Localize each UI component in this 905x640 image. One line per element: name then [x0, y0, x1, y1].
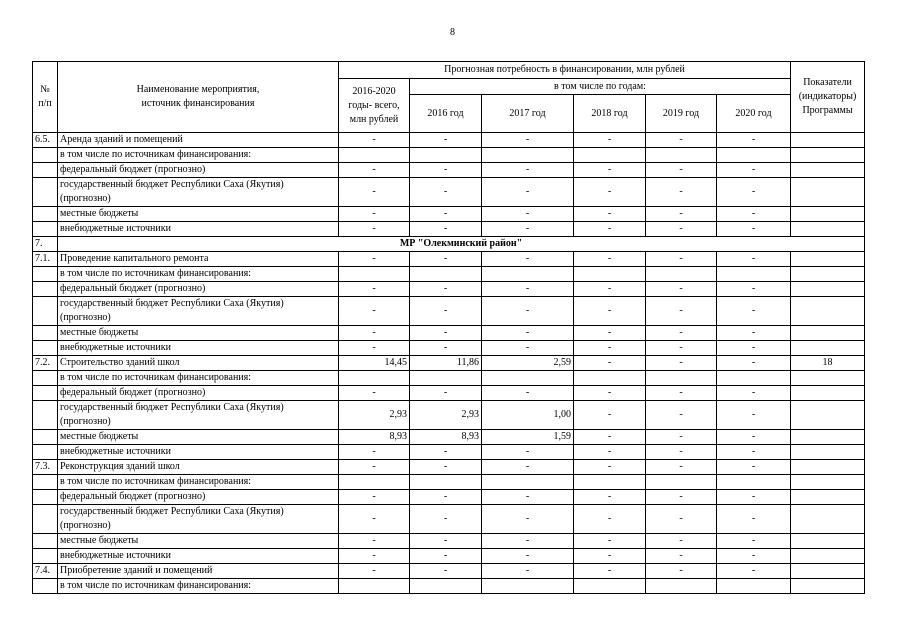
row-name: внебюджетные источники [58, 341, 339, 356]
value-year: - [646, 282, 717, 297]
table-row [33, 386, 865, 401]
value-year: - [717, 564, 791, 579]
row-number [33, 505, 58, 534]
row-name: Проведение капитального ремонта [58, 252, 339, 267]
indicator-value [791, 282, 865, 297]
header-year: 2018 год [574, 95, 646, 133]
value-year: - [646, 505, 717, 534]
row-name: в том числе по источникам финансирования: [58, 148, 339, 163]
value-year: - [574, 401, 646, 430]
value-year: - [482, 133, 574, 148]
value-total: - [339, 178, 410, 207]
value-year: - [574, 133, 646, 148]
value-year [482, 148, 574, 163]
value-total: 8,93 [339, 430, 410, 445]
table-row [33, 549, 865, 564]
value-year: - [482, 163, 574, 178]
value-year: - [482, 564, 574, 579]
indicator-value [791, 386, 865, 401]
value-year [717, 579, 791, 594]
value-year [410, 148, 482, 163]
indicator-value [791, 267, 865, 282]
row-name: местные бюджеты [58, 430, 339, 445]
indicator-value [791, 341, 865, 356]
row-number [33, 222, 58, 237]
table-row [33, 534, 865, 549]
table-row [33, 148, 865, 163]
row-number [33, 178, 58, 207]
value-total: - [339, 341, 410, 356]
value-total: - [339, 133, 410, 148]
value-year: - [410, 133, 482, 148]
page-number: 8 [450, 27, 455, 38]
row-name: государственный бюджет Республики Саха (Якутия) (прогнозно) [58, 401, 339, 430]
value-year: - [717, 401, 791, 430]
table-row [33, 356, 865, 371]
value-year: - [410, 386, 482, 401]
indicator-value [791, 430, 865, 445]
row-name: местные бюджеты [58, 207, 339, 222]
value-year [717, 475, 791, 490]
value-year [646, 475, 717, 490]
value-year: - [482, 460, 574, 475]
header-indicators: Показатели (индикаторы) Программы [791, 62, 865, 133]
value-total: - [339, 386, 410, 401]
value-year [482, 579, 574, 594]
value-year: - [410, 549, 482, 564]
value-total: 2,93 [339, 401, 410, 430]
table-row [33, 564, 865, 579]
value-year: - [410, 297, 482, 326]
indicator-value [791, 534, 865, 549]
value-year: - [717, 282, 791, 297]
value-year: - [717, 549, 791, 564]
value-year [410, 475, 482, 490]
value-year: - [574, 163, 646, 178]
value-year: 2,93 [410, 401, 482, 430]
value-year: - [482, 386, 574, 401]
row-name: местные бюджеты [58, 534, 339, 549]
indicator-value [791, 178, 865, 207]
row-name: в том числе по источникам финансирования: [58, 579, 339, 594]
row-name: государственный бюджет Республики Саха (Якутия) (прогнозно) [58, 297, 339, 326]
value-year [410, 371, 482, 386]
row-name: в том числе по источникам финансирования: [58, 267, 339, 282]
table-row [33, 282, 865, 297]
row-number [33, 297, 58, 326]
value-year: - [646, 549, 717, 564]
value-year: - [574, 282, 646, 297]
value-year: - [646, 386, 717, 401]
value-year: - [717, 505, 791, 534]
value-year: - [646, 445, 717, 460]
value-total [339, 371, 410, 386]
value-year [482, 475, 574, 490]
table-row [33, 490, 865, 505]
value-year [482, 371, 574, 386]
value-year [574, 148, 646, 163]
table-row [33, 401, 865, 430]
header-col-name: Наименование мероприятия, источник финансирования [58, 62, 339, 133]
value-year: - [717, 356, 791, 371]
value-year: - [482, 549, 574, 564]
indicator-value [791, 445, 865, 460]
value-year: - [410, 252, 482, 267]
value-year: - [646, 564, 717, 579]
value-year: - [646, 401, 717, 430]
table-row [33, 252, 865, 267]
indicator-value [791, 549, 865, 564]
value-total: - [339, 505, 410, 534]
table-row [33, 222, 865, 237]
value-year: - [574, 386, 646, 401]
value-year [646, 579, 717, 594]
value-year: - [717, 222, 791, 237]
indicator-value [791, 297, 865, 326]
value-year [717, 267, 791, 282]
value-total: - [339, 490, 410, 505]
value-total: - [339, 297, 410, 326]
value-year [717, 371, 791, 386]
value-year: - [410, 178, 482, 207]
header-year: 2017 год [482, 95, 574, 133]
indicator-value [791, 371, 865, 386]
value-year: - [482, 282, 574, 297]
table-row [33, 579, 865, 594]
value-year: - [574, 222, 646, 237]
table-body [33, 133, 865, 594]
value-year: - [482, 326, 574, 341]
value-year: - [717, 326, 791, 341]
indicator-value [791, 326, 865, 341]
value-year: - [482, 207, 574, 222]
funding-table [32, 61, 865, 594]
row-number: 7.3. [33, 460, 58, 475]
value-year [574, 475, 646, 490]
value-year: - [574, 356, 646, 371]
value-year: - [410, 326, 482, 341]
header-funding-group: Прогнозная потребность в финансировании, млн рублей [339, 62, 791, 79]
value-year: - [410, 222, 482, 237]
table-row [33, 267, 865, 282]
table-row [33, 371, 865, 386]
table-row [33, 430, 865, 445]
row-number [33, 163, 58, 178]
value-year: - [574, 534, 646, 549]
row-name: Приобретение зданий и помещений [58, 564, 339, 579]
value-year: - [410, 505, 482, 534]
value-total: - [339, 445, 410, 460]
row-number [33, 579, 58, 594]
value-year: - [574, 445, 646, 460]
value-year: - [717, 534, 791, 549]
value-year: - [482, 505, 574, 534]
value-total: - [339, 460, 410, 475]
value-year: - [646, 163, 717, 178]
value-year: - [646, 178, 717, 207]
value-year: - [410, 564, 482, 579]
row-number: 7.4. [33, 564, 58, 579]
value-year: - [482, 341, 574, 356]
value-total [339, 475, 410, 490]
indicator-value [791, 490, 865, 505]
value-year: - [482, 445, 574, 460]
value-total: - [339, 549, 410, 564]
row-number [33, 445, 58, 460]
value-year: - [717, 430, 791, 445]
value-year: - [717, 178, 791, 207]
row-name: внебюджетные источники [58, 549, 339, 564]
table-row [33, 341, 865, 356]
row-number: 7.2. [33, 356, 58, 371]
indicator-value [791, 252, 865, 267]
row-number [33, 401, 58, 430]
row-number [33, 326, 58, 341]
value-year: - [574, 178, 646, 207]
value-year: 1,00 [482, 401, 574, 430]
value-year: - [410, 341, 482, 356]
value-year: - [574, 460, 646, 475]
value-year: - [717, 341, 791, 356]
value-year: - [482, 534, 574, 549]
value-total: - [339, 252, 410, 267]
table-row [33, 163, 865, 178]
row-number [33, 549, 58, 564]
table-row [33, 178, 865, 207]
value-year [646, 267, 717, 282]
value-year: - [574, 207, 646, 222]
table-row [33, 445, 865, 460]
value-year: - [646, 356, 717, 371]
indicator-value [791, 133, 865, 148]
row-number [33, 282, 58, 297]
row-number [33, 430, 58, 445]
row-name: Строительство зданий школ [58, 356, 339, 371]
indicator-value [791, 401, 865, 430]
table-row [33, 207, 865, 222]
value-year: - [574, 564, 646, 579]
row-number [33, 207, 58, 222]
value-total: - [339, 282, 410, 297]
row-name: государственный бюджет Республики Саха (Якутия) (прогнозно) [58, 178, 339, 207]
value-year: - [574, 341, 646, 356]
row-number [33, 148, 58, 163]
value-year: 11,86 [410, 356, 482, 371]
value-year: - [717, 490, 791, 505]
value-year: - [574, 430, 646, 445]
row-name: внебюджетные источники [58, 222, 339, 237]
row-number [33, 490, 58, 505]
indicator-value [791, 505, 865, 534]
value-year: - [646, 252, 717, 267]
row-name: в том числе по источникам финансирования: [58, 475, 339, 490]
value-year: - [410, 163, 482, 178]
table-header [33, 62, 865, 133]
value-year [482, 267, 574, 282]
value-year: - [646, 297, 717, 326]
row-number: 6.5. [33, 133, 58, 148]
value-year: - [646, 460, 717, 475]
value-total [339, 148, 410, 163]
row-name: федеральный бюджет (прогнозно) [58, 490, 339, 505]
indicator-value [791, 222, 865, 237]
value-year [410, 579, 482, 594]
section-row [33, 237, 865, 252]
row-number [33, 475, 58, 490]
value-total [339, 267, 410, 282]
value-year: - [717, 445, 791, 460]
value-year: - [646, 326, 717, 341]
row-number: 7. [33, 237, 58, 252]
row-number [33, 386, 58, 401]
row-number [33, 341, 58, 356]
value-year: - [482, 178, 574, 207]
value-year [574, 267, 646, 282]
indicator-value [791, 207, 865, 222]
indicator-value [791, 475, 865, 490]
value-year [410, 267, 482, 282]
value-total: - [339, 564, 410, 579]
value-total: - [339, 222, 410, 237]
header-total-col: 2016-2020 годы- всего, млн рублей [339, 79, 410, 133]
value-total: - [339, 534, 410, 549]
value-year [646, 148, 717, 163]
value-year [646, 371, 717, 386]
row-name: федеральный бюджет (прогнозно) [58, 282, 339, 297]
value-year: - [646, 222, 717, 237]
value-year: - [574, 297, 646, 326]
value-year: 2,59 [482, 356, 574, 371]
value-year: - [717, 252, 791, 267]
header-col-num: № п/п [33, 62, 58, 133]
value-year: - [410, 490, 482, 505]
row-number: 7.1. [33, 252, 58, 267]
row-number [33, 534, 58, 549]
value-year: - [717, 207, 791, 222]
value-year: - [646, 207, 717, 222]
value-total: - [339, 163, 410, 178]
indicator-value [791, 460, 865, 475]
value-year [574, 579, 646, 594]
value-year [574, 371, 646, 386]
header-year: 2016 год [410, 95, 482, 133]
value-year: - [482, 222, 574, 237]
row-name: федеральный бюджет (прогнозно) [58, 163, 339, 178]
indicator-value [791, 564, 865, 579]
value-year: 1,59 [482, 430, 574, 445]
value-total: - [339, 326, 410, 341]
value-year: - [574, 252, 646, 267]
value-year: - [410, 460, 482, 475]
indicator-value [791, 579, 865, 594]
value-year: - [482, 490, 574, 505]
value-year: - [646, 534, 717, 549]
value-total [339, 579, 410, 594]
value-total: - [339, 207, 410, 222]
value-year: - [482, 252, 574, 267]
row-name: внебюджетные источники [58, 445, 339, 460]
value-year: - [717, 297, 791, 326]
table-row [33, 326, 865, 341]
row-name: государственный бюджет Республики Саха (Якутия) (прогнозно) [58, 505, 339, 534]
value-year: - [410, 534, 482, 549]
row-name: местные бюджеты [58, 326, 339, 341]
value-year: - [646, 430, 717, 445]
row-name: федеральный бюджет (прогнозно) [58, 386, 339, 401]
table-row [33, 133, 865, 148]
row-name: в том числе по источникам финансирования: [58, 371, 339, 386]
table-row [33, 460, 865, 475]
row-number [33, 371, 58, 386]
value-total: 14,45 [339, 356, 410, 371]
value-year [717, 148, 791, 163]
value-year: - [574, 505, 646, 534]
row-name: Реконструкция зданий школ [58, 460, 339, 475]
value-year: - [410, 282, 482, 297]
indicator-value [791, 163, 865, 178]
value-year: - [646, 133, 717, 148]
row-name: Аренда зданий и помещений [58, 133, 339, 148]
header-year: 2019 год [646, 95, 717, 133]
indicator-value: 18 [791, 356, 865, 371]
value-year: - [410, 207, 482, 222]
value-year: - [717, 133, 791, 148]
table-row [33, 505, 865, 534]
row-number [33, 267, 58, 282]
indicator-value [791, 148, 865, 163]
value-year: - [574, 549, 646, 564]
table-row [33, 475, 865, 490]
value-year: - [717, 460, 791, 475]
value-year: 8,93 [410, 430, 482, 445]
value-year: - [646, 490, 717, 505]
value-year: - [717, 163, 791, 178]
value-year: - [574, 490, 646, 505]
value-year: - [410, 445, 482, 460]
header-year: 2020 год [717, 95, 791, 133]
value-year: - [482, 297, 574, 326]
value-year: - [574, 326, 646, 341]
section-title: МР "Олекминский район" [58, 237, 865, 252]
table-row [33, 297, 865, 326]
value-year: - [717, 386, 791, 401]
value-year: - [646, 341, 717, 356]
header-by-year-group: в том числе по годам: [410, 79, 791, 95]
